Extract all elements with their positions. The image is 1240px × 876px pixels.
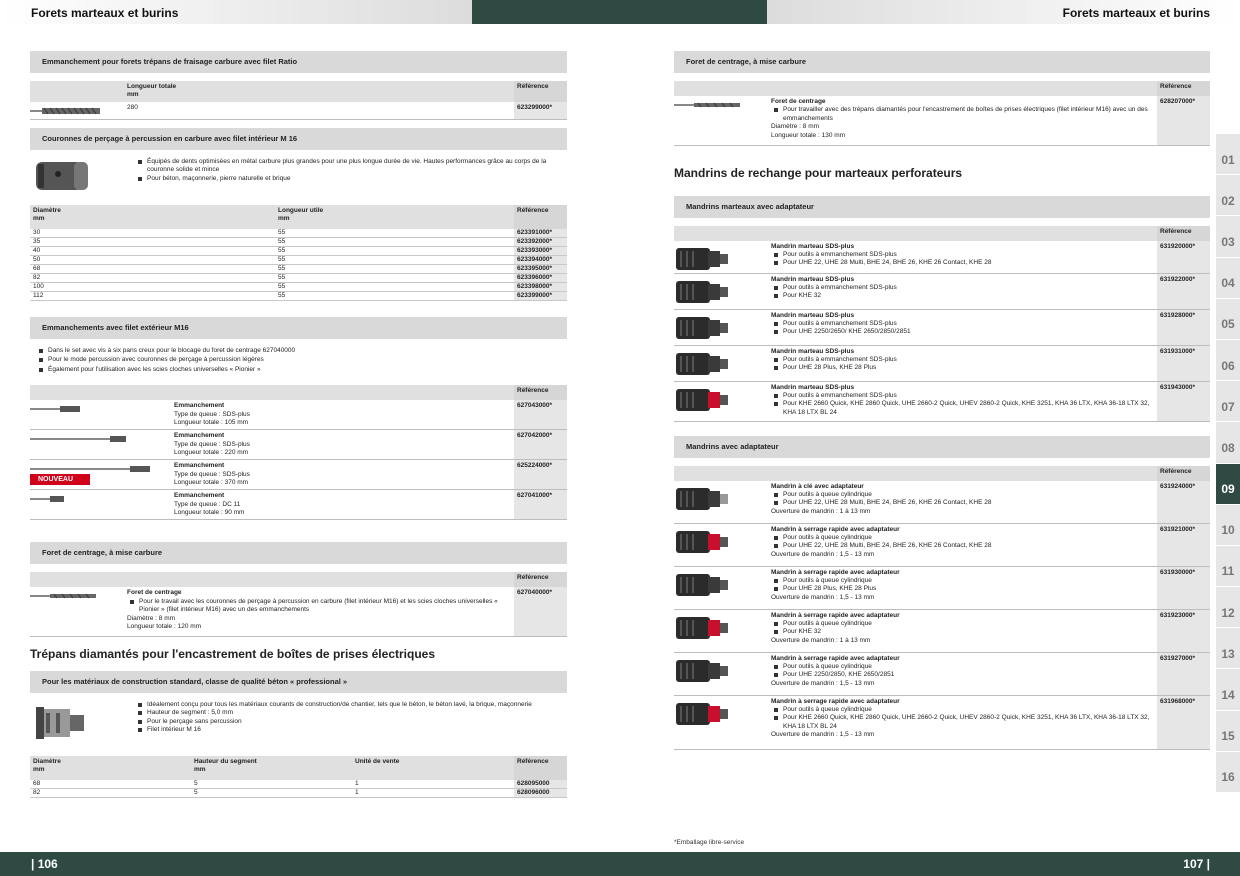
col-header-reference: Référence: [1157, 226, 1210, 241]
product-image: [674, 96, 768, 145]
chapter-tab-14[interactable]: 14: [1216, 669, 1240, 710]
diameter-value: 68: [33, 779, 41, 787]
table-row: [30, 102, 567, 120]
reference-number: 623396000*: [514, 274, 567, 282]
reference-number: 628096000: [514, 789, 567, 797]
reference-number: 631923000*: [1157, 610, 1210, 652]
footnote: *Emballage libre-service: [674, 839, 745, 846]
product-description: [768, 382, 1157, 421]
product-name: Mandrin marteau SDS-plus: [771, 311, 855, 319]
chuck-opening: Ouverture de mandrin : 1,5 - 13 mm: [771, 593, 875, 601]
section-title: Couronnes de perçage à percussion en carbure avec filet intérieur M 16: [30, 128, 567, 150]
bullet-item: [771, 292, 1154, 300]
reference-number: 628095000: [514, 780, 567, 788]
length-value: 280: [127, 103, 138, 111]
table-header: Diamètre mm Hauteur du segment mm Unité de vente Référence: [30, 756, 567, 780]
table-row: Emmanchement Type de queue : DC 11 Longueur totale : 90 mm 627041000*: [30, 490, 567, 520]
product-description: [768, 310, 1157, 345]
bullet-text: Pour UHE 2250/2650/ KHE 2650/2850/2851: [783, 328, 911, 336]
table-header: [674, 226, 1210, 241]
product-image: [30, 102, 124, 119]
centering-drill-image: [30, 591, 100, 601]
reference-number: 627042000*: [514, 430, 567, 459]
bullet-item: [771, 542, 1154, 550]
table-header: [674, 466, 1210, 481]
length-value: 55: [278, 291, 286, 299]
reference-number: 631927000*: [1157, 653, 1210, 695]
table-header: [674, 81, 1210, 96]
table-row: [30, 238, 567, 247]
diameter-value: 82: [33, 273, 41, 281]
chapter-tab-01[interactable]: 01: [1216, 134, 1240, 175]
header-center-band: [472, 0, 767, 24]
reference-number: 631920000*: [1157, 241, 1210, 273]
bullet-item: Idéalement conçu pour tous les matériaux courants de construction/de chantier, tels que le béton, le béton lavé, la brique, maçonnerie: [135, 701, 567, 709]
diameter-value: 40: [33, 246, 41, 254]
table-row: [30, 274, 567, 283]
reference-number: 631943000*: [1157, 382, 1210, 421]
table-row: [30, 292, 567, 301]
product-name: Mandrin à serrage rapide avec adaptateur: [771, 697, 900, 705]
length-value: 55: [278, 264, 286, 272]
bullet-text: Pour UHE 28 Plus, KHE 28 Plus: [783, 364, 877, 372]
product-description: [768, 567, 1157, 609]
length-value: 55: [278, 237, 286, 245]
data-table: [30, 229, 567, 301]
reference-number: 631930000*: [1157, 567, 1210, 609]
bullet-item: Pour béton, maçonnerie, pierre naturelle et brique: [135, 175, 567, 183]
reference-number: 623299000*: [514, 102, 567, 119]
product-image: [674, 274, 768, 309]
product-name: Mandrin à serrage rapide avec adaptateur: [771, 525, 900, 533]
reference-number: 625224000*: [514, 460, 567, 489]
bullet-text: Pour KHE 32: [783, 292, 821, 300]
product-name: Mandrin marteau SDS-plus: [771, 242, 855, 250]
bullet-text: Pour outils à emmanchement SDS-plus: [783, 392, 897, 400]
diameter-value: 30: [33, 228, 41, 236]
table-row: [674, 696, 1210, 750]
table-row: [674, 310, 1210, 346]
diameter-value: 82: [33, 788, 41, 796]
bullet-item: [771, 499, 1154, 507]
reference-number: 631931000*: [1157, 346, 1210, 381]
product-image: [674, 567, 768, 609]
chuck-image: [674, 614, 738, 642]
reference-number: 623398000*: [514, 283, 567, 291]
chapter-tab-05[interactable]: 05: [1216, 299, 1240, 340]
length-value: 55: [278, 282, 286, 290]
bullet-item: [771, 320, 1154, 328]
page-title-right: Forets marteaux et burins: [1062, 6, 1210, 20]
product-description: [768, 274, 1157, 309]
bullet-text: Pour UHE 22, UHE 28 Multi, BHE 24, BHE 26, KHE 26 Contact, KHE 28: [783, 499, 992, 507]
product-image: [674, 610, 768, 652]
chuck-image: [674, 485, 738, 513]
bullet-text: Pour outils à queue cylindrique: [783, 577, 872, 585]
chapter-tab-09[interactable]: 09: [1216, 464, 1240, 505]
bullet-item: Hauteur de segment : 5,0 mm: [135, 709, 567, 717]
chuck-opening: Ouverture de mandrin : 1 à 13 mm: [771, 636, 871, 644]
page-number-right: 107 |: [1183, 857, 1210, 871]
col-header-reference: Référence: [514, 756, 567, 780]
table-header: Diamètre mm Longueur utile mm Référence: [30, 205, 567, 229]
reference-number: 623393000*: [514, 247, 567, 255]
bullet-text: Pour outils à emmanchement SDS-plus: [783, 251, 897, 259]
reference-number: 631921000*: [1157, 524, 1210, 566]
reference-number: 623391000*: [514, 229, 567, 237]
section-title: Emmanchement pour forets trépans de fraisage carbure avec filet Ratio: [30, 51, 567, 73]
footer-bar: [0, 852, 1240, 876]
reference-number: 627040000*: [514, 587, 567, 636]
reference-number: 631968000*: [1157, 696, 1210, 749]
bullet-item: Filet intérieur M 16: [135, 726, 567, 734]
reference-number: 627041000*: [514, 490, 567, 519]
section-title: Foret de centrage, à mise carbure: [30, 542, 567, 564]
col-header-reference: Référence: [514, 572, 567, 587]
col-header-reference: Référence: [514, 81, 567, 102]
product-image: [674, 524, 768, 566]
table-row: Foret de centrage Pour le travail avec les couronnes de perçage à percussion en carbure (filet intérieur M16) et les scies cloches universelles « Pionier » (filet intérieur M16) avec un des emmanchements Diamètre : 8 mm Longueur totale : 120 mm 627040000*: [30, 587, 567, 637]
table-row: [30, 256, 567, 265]
diameter-value: 112: [33, 291, 44, 299]
bullet-list: [30, 343, 567, 381]
table-row: [30, 247, 567, 256]
bullet-text: Pour outils à queue cylindrique: [783, 620, 872, 628]
reference-number: 631928000*: [1157, 310, 1210, 345]
bullet-text: Pour UHE 22, UHE 28 Multi, BHE 24, BHE 26, KHE 26 Contact, KHE 28: [783, 259, 992, 267]
section-title: Mandrins marteaux avec adaptateur: [674, 196, 1210, 218]
reference-number: 628207000*: [1157, 96, 1210, 145]
table-row: [674, 524, 1210, 567]
reference-number: 623392000*: [514, 238, 567, 246]
bullet-item: [771, 364, 1154, 372]
table-row: [674, 481, 1210, 524]
table-row: [30, 265, 567, 274]
new-badge: NOUVEAU: [30, 474, 90, 485]
product-description: [768, 524, 1157, 566]
adapter-shank-image: [30, 434, 130, 444]
table-row: Emmanchement Type de queue : SDS-plus Longueur totale : 220 mm 627042000*: [30, 430, 567, 460]
product-name: Mandrin à clé avec adaptateur: [771, 482, 864, 490]
diameter-value: 100: [33, 282, 44, 290]
col-header-reference: Référence: [1157, 466, 1210, 481]
chapter-tab-03[interactable]: 03: [1216, 216, 1240, 257]
bullet-item: [771, 392, 1154, 400]
table-row: [674, 241, 1210, 274]
core-bit-image: [30, 158, 100, 194]
chapter-tab-10[interactable]: 10: [1216, 505, 1240, 546]
unit-label: mm: [127, 91, 139, 99]
bullet-text: Pour outils à emmanchement SDS-plus: [783, 356, 897, 364]
col-header-reference: Référence: [514, 205, 567, 229]
chapter-tab-15[interactable]: 15: [1216, 711, 1240, 752]
product-image: [674, 382, 768, 421]
data-table: [30, 780, 567, 798]
col-header-reference: Référence: [1157, 81, 1210, 96]
product-image: [674, 481, 768, 523]
table-row: [674, 610, 1210, 653]
reference-number: 623395000*: [514, 265, 567, 273]
length-value: 55: [278, 273, 286, 281]
sales-unit-value: 1: [355, 779, 359, 787]
product-description: [768, 653, 1157, 695]
chuck-image: [674, 350, 738, 378]
chapter-tab-04[interactable]: 04: [1216, 258, 1240, 299]
adapter-shank-image: [30, 404, 90, 414]
chapter-tab-13[interactable]: 13: [1216, 628, 1240, 669]
product-name: Mandrin à serrage rapide avec adaptateur: [771, 654, 900, 662]
chuck-opening: Ouverture de mandrin : 1,5 - 13 mm: [771, 679, 875, 687]
bullet-text: Pour outils à emmanchement SDS-plus: [783, 284, 897, 292]
section-title: Pour les matériaux de construction standard, classe de qualité béton « professional »: [30, 671, 567, 693]
product-description: [768, 346, 1157, 381]
chapter-tab-11[interactable]: 11: [1216, 546, 1240, 587]
bullet-text: Pour UHE 28 Plus, KHE 28 Plus: [783, 585, 877, 593]
bullet-item: [771, 585, 1154, 593]
segment-height-value: 5: [194, 788, 198, 796]
product-description: [768, 696, 1157, 749]
bullet-text: Pour KHE 2660 Quick, KHE 2860 Quick, UHE 2660-2 Quick, UHEV 2860-2 Quick, KHE 3251, KHA 36 LTX, KHA 36-18 LTX 32, KHA 18 LTX BL 24: [783, 714, 1150, 730]
section-heading: Trépans diamantés pour l'encastrement de boîtes de prises électriques: [30, 647, 435, 662]
col-header-reference: Référence: [514, 385, 567, 400]
product-description: [768, 610, 1157, 652]
product-image: [30, 490, 171, 519]
table-header: [30, 81, 567, 102]
length-value: 55: [278, 228, 286, 236]
product-image: [30, 460, 171, 489]
reference-number: 631924000*: [1157, 481, 1210, 523]
product-name: Mandrin à serrage rapide avec adaptateur: [771, 611, 900, 619]
table-header: [30, 572, 567, 587]
sales-unit-value: 1: [355, 788, 359, 796]
product-image: [674, 241, 768, 273]
section-intro: [30, 158, 567, 197]
table-row: [674, 274, 1210, 310]
product-image: [674, 346, 768, 381]
page-title-left: Forets marteaux et burins: [31, 6, 179, 20]
product-image: [30, 587, 124, 636]
diamond-core-bit-image: [30, 701, 90, 745]
bullet-item: Également pour l'utilisation avec les scies cloches universelles « Pionier »: [36, 366, 567, 374]
bullet-item: [771, 259, 1154, 267]
bullet-item: [771, 620, 1154, 628]
bullet-item: Dans le set avec vis à six pans creux pour le blocage du foret de centrage 627040000: [36, 347, 567, 355]
adapter-shank-image: [30, 464, 155, 474]
table-row: Foret de centrage Pour travailler avec des trépans diamantés pour l'encastrement de boîtes de prises électriques (filet intérieur M16) avec un des emmanchements Diamètre : 8 mm Longueur totale : 130 mm 628207000*: [674, 96, 1210, 146]
table-row: [674, 346, 1210, 382]
bullet-text: Pour outils à queue cylindrique: [783, 706, 872, 714]
chapter-tab-07[interactable]: 07: [1216, 381, 1240, 422]
product-image: [30, 400, 171, 429]
section-intro: [30, 701, 567, 748]
product-image: [674, 696, 768, 749]
bullet-text: Pour outils à queue cylindrique: [783, 491, 872, 499]
table-row: [674, 653, 1210, 696]
chapter-tab-12[interactable]: 12: [1216, 587, 1240, 628]
bullet-text: Pour outils à emmanchement SDS-plus: [783, 320, 897, 328]
section-heading: Mandrins de rechange pour marteaux perforateurs: [674, 166, 963, 180]
product-image: [30, 430, 171, 459]
table-row: [30, 789, 567, 798]
bullet-item: Pour le perçage sans percussion: [135, 718, 567, 726]
chapter-tabs: [1216, 134, 1240, 793]
bullet-item: [771, 251, 1154, 259]
reference-number: 623394000*: [514, 256, 567, 264]
bullet-item: [771, 628, 1154, 636]
bullet-text: Pour outils à queue cylindrique: [783, 663, 872, 671]
bullet-item: Pour le mode percussion avec couronnes de perçage à percussion légères: [36, 356, 567, 364]
table-row: Emmanchement Type de queue : SDS-plus Longueur totale : 105 mm 627043000*: [30, 400, 567, 430]
chapter-tab-02[interactable]: 02: [1216, 175, 1240, 216]
product-name: Mandrin à serrage rapide avec adaptateur: [771, 568, 900, 576]
product-image: [30, 158, 135, 197]
reference-number: 627043000*: [514, 400, 567, 429]
chuck-opening: Ouverture de mandrin : 1 à 13 mm: [771, 507, 871, 515]
left-page: [30, 51, 567, 798]
chuck-opening: Ouverture de mandrin : 1,5 - 13 mm: [771, 731, 875, 739]
chuck-list: [674, 241, 1210, 422]
bullet-text: Pour UHE 2250/2850, KHE 2650/2851: [783, 671, 895, 679]
product-description: [768, 481, 1157, 523]
reference-number: 631922000*: [1157, 274, 1210, 309]
table-row: [30, 780, 567, 789]
bullet-item: [771, 356, 1154, 364]
bullet-text: Pour outils à queue cylindrique: [783, 534, 872, 542]
chuck-list: [674, 481, 1210, 750]
chuck-image: [674, 386, 738, 414]
bullet-item: [771, 328, 1154, 336]
col-header-length: Longueur totale: [127, 83, 177, 90]
bullet-item: [771, 534, 1154, 542]
table-row: [674, 567, 1210, 610]
bullet-item: [771, 714, 1154, 731]
chuck-image: [674, 528, 738, 556]
chuck-image: [674, 314, 738, 342]
bullet-item: [771, 491, 1154, 499]
reference-number: 623399000*: [514, 292, 567, 300]
bullet-item: [771, 577, 1154, 585]
chuck-image: [674, 571, 738, 599]
bullet-item: [771, 663, 1154, 671]
table-header: [30, 385, 567, 400]
diameter-value: 35: [33, 237, 41, 245]
right-page: [674, 51, 1210, 750]
bullet-item: [771, 400, 1154, 417]
centering-drill-image: [674, 100, 744, 110]
length-value: 55: [278, 246, 286, 254]
length-value: 55: [278, 255, 286, 263]
table-row: [674, 382, 1210, 422]
section-title: Foret de centrage, à mise carbure: [674, 51, 1210, 73]
bullet-item: [771, 671, 1154, 679]
page-number-left: | 106: [31, 857, 58, 871]
chuck-image: [674, 700, 738, 728]
chapter-tab-16[interactable]: 16: [1216, 752, 1240, 793]
chapter-tab-08[interactable]: 08: [1216, 422, 1240, 463]
bullet-text: Pour KHE 32: [783, 628, 821, 636]
product-name: Mandrin marteau SDS-plus: [771, 383, 855, 391]
chuck-image: [674, 245, 738, 273]
chuck-image: [674, 278, 738, 306]
bullet-item: Équipés de dents optimisées en métal carbure plus grandes pour une plus longue durée de vie. Hautes performances grâce au corps de la couronne solide et mince: [135, 158, 567, 175]
product-image: [674, 310, 768, 345]
table-row: NOUVEAU Emmanchement Type de queue : SDS-plus Longueur totale : 370 mm 625224000*: [30, 460, 567, 490]
product-name: Mandrin marteau SDS-plus: [771, 275, 855, 283]
chuck-image: [674, 657, 738, 685]
product-name: Mandrin marteau SDS-plus: [771, 347, 855, 355]
bullet-text: Pour UHE 22, UHE 28 Multi, BHE 24, BHE 26, KHE 26 Contact, KHE 28: [783, 542, 992, 550]
diameter-value: 50: [33, 255, 41, 263]
diameter-value: 68: [33, 264, 41, 272]
section-title: Emmanchements avec filet extérieur M16: [30, 317, 567, 339]
product-image: [674, 653, 768, 695]
bullet-item: [771, 284, 1154, 292]
chuck-opening: Ouverture de mandrin : 1,5 - 13 mm: [771, 550, 875, 558]
product-description: [768, 241, 1157, 273]
bullet-item: [771, 706, 1154, 714]
product-image: [30, 701, 135, 748]
drill-shank-image: [30, 106, 105, 116]
section-title: Mandrins avec adaptateur: [674, 436, 1210, 458]
bullet-text: Pour KHE 2660 Quick, KHE 2860 Quick, UHE 2660-2 Quick, UHEV 2860-2 Quick, KHE 3251, KHA 36 LTX, KHA 36-18 LTX 32, KHA 18 LTX BL 24: [783, 400, 1150, 416]
adapter-shank-image: [30, 494, 70, 504]
chapter-tab-06[interactable]: 06: [1216, 340, 1240, 381]
segment-height-value: 5: [194, 779, 198, 787]
table-row: [30, 229, 567, 238]
table-row: [30, 283, 567, 292]
